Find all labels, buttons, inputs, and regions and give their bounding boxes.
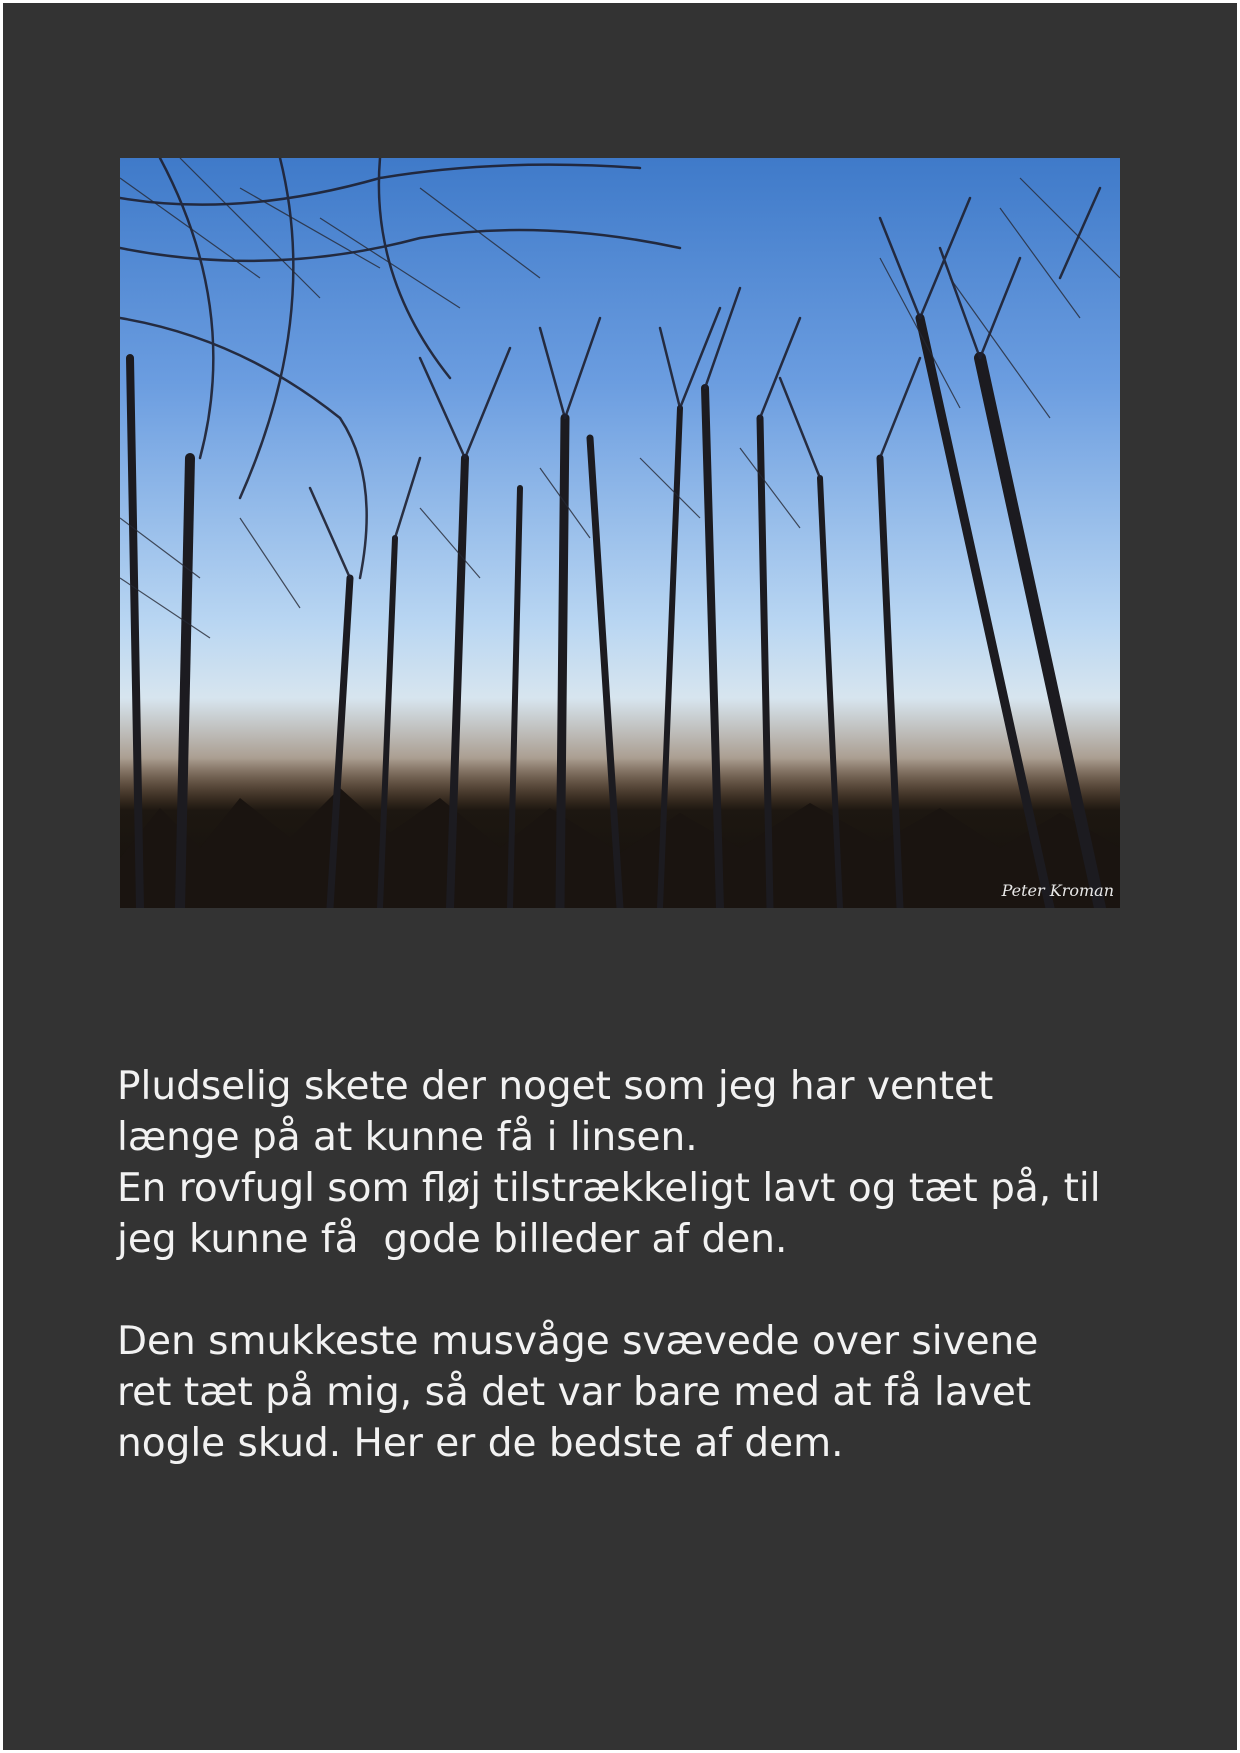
- page: [3, 3, 1237, 1750]
- paragraph-2-line-3: nogle skud. Her er de bedste af dem.: [117, 1421, 844, 1466]
- tree-silhouette-illustration: [120, 158, 1120, 908]
- paragraph-1-line-3: En rovfugl som fløj tilstrækkeligt lavt og tæt på, til: [117, 1166, 1101, 1211]
- body-text: [117, 1061, 1127, 1469]
- paragraph-gap: [117, 1265, 1127, 1316]
- paragraph-1-line-1: Pludselig skete der noget som jeg har ventet: [117, 1064, 994, 1109]
- paragraph-2-line-2: ret tæt på mig, så det var bare med at få lavet: [117, 1370, 1032, 1415]
- forest-photo: [120, 158, 1120, 908]
- paragraph-1-line-4: jeg kunne få gode billeder af den.: [117, 1217, 788, 1262]
- photo-watermark: Peter Kroman: [1001, 881, 1114, 900]
- paragraph-1-line-2: længe på at kunne få i linsen.: [117, 1115, 698, 1160]
- paragraph-2-line-1: Den smukkeste musvåge svævede over sivene: [117, 1319, 1039, 1364]
